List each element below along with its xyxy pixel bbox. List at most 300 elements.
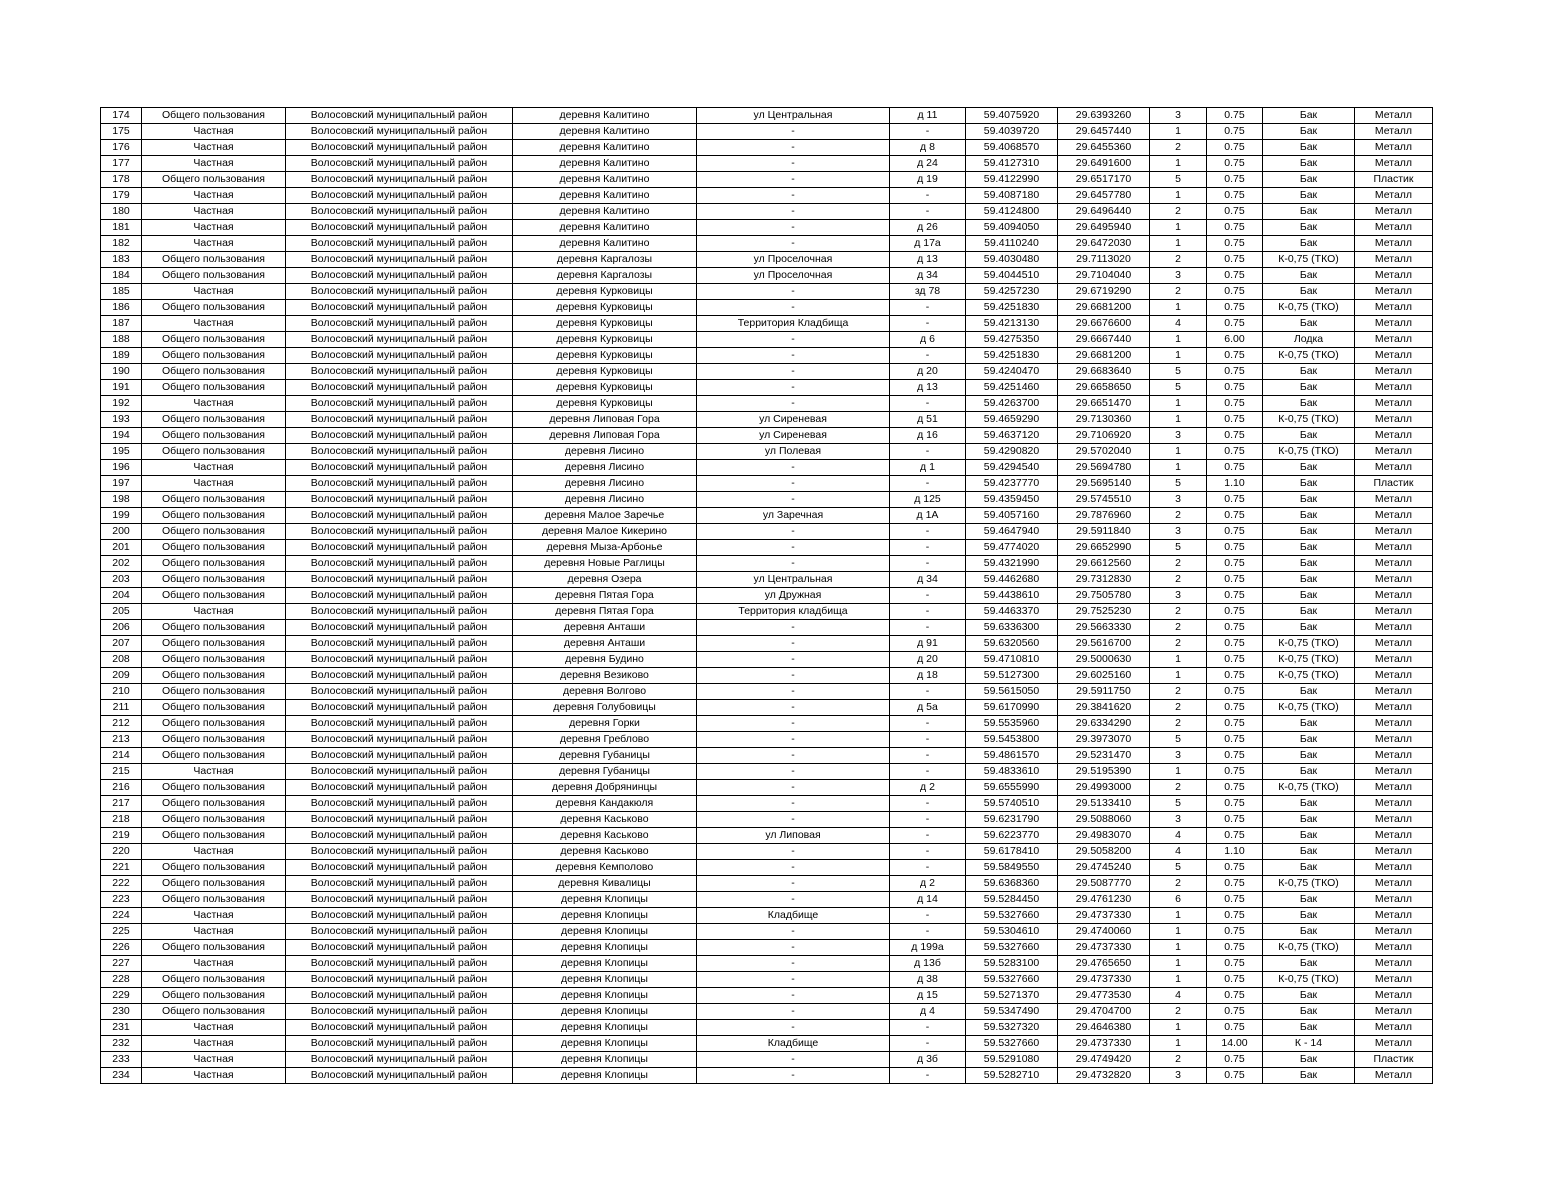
container-type-cell: Бак <box>1263 812 1355 828</box>
longitude-cell: 29.6334290 <box>1058 716 1150 732</box>
longitude-cell: 29.6491600 <box>1058 156 1150 172</box>
material-cell: Металл <box>1355 108 1433 124</box>
ownership-cell: Частная <box>142 956 286 972</box>
volume-cell: 0.75 <box>1207 620 1263 636</box>
house-cell: д 13б <box>890 956 966 972</box>
longitude-cell: 29.4761230 <box>1058 892 1150 908</box>
street-cell: - <box>697 796 890 812</box>
district-cell: Волосовский муниципальный район <box>286 540 513 556</box>
row-number-cell: 190 <box>101 364 142 380</box>
longitude-cell: 29.6681200 <box>1058 300 1150 316</box>
ownership-cell: Общего пользования <box>142 828 286 844</box>
settlement-cell: деревня Клопицы <box>513 1036 697 1052</box>
count-cell: 5 <box>1150 540 1207 556</box>
container-type-cell: Бак <box>1263 572 1355 588</box>
container-type-cell: К-0,75 (ТКО) <box>1263 300 1355 316</box>
table-row <box>101 556 1433 572</box>
latitude-cell: 59.4110240 <box>966 236 1058 252</box>
district-cell: Волосовский муниципальный район <box>286 700 513 716</box>
longitude-cell: 29.5911840 <box>1058 524 1150 540</box>
settlement-cell: деревня Новые Раглицы <box>513 556 697 572</box>
table-row <box>101 908 1433 924</box>
table-row <box>101 1004 1433 1020</box>
longitude-cell: 29.6612560 <box>1058 556 1150 572</box>
district-cell: Волосовский муниципальный район <box>286 908 513 924</box>
street-cell: - <box>697 620 890 636</box>
volume-cell: 0.75 <box>1207 156 1263 172</box>
table-row <box>101 956 1433 972</box>
latitude-cell: 59.4124800 <box>966 204 1058 220</box>
ownership-cell: Общего пользования <box>142 652 286 668</box>
street-cell: - <box>697 1020 890 1036</box>
latitude-cell: 59.4294540 <box>966 460 1058 476</box>
material-cell: Металл <box>1355 524 1433 540</box>
material-cell: Металл <box>1355 316 1433 332</box>
table-row <box>101 300 1433 316</box>
table-row <box>101 572 1433 588</box>
settlement-cell: деревня Калитино <box>513 204 697 220</box>
latitude-cell: 59.5615050 <box>966 684 1058 700</box>
count-cell: 2 <box>1150 204 1207 220</box>
container-type-cell: Бак <box>1263 172 1355 188</box>
settlement-cell: деревня Везиково <box>513 668 697 684</box>
count-cell: 1 <box>1150 412 1207 428</box>
row-number-cell: 186 <box>101 300 142 316</box>
table-row <box>101 1052 1433 1068</box>
row-number-cell: 231 <box>101 1020 142 1036</box>
container-type-cell: Бак <box>1263 476 1355 492</box>
container-type-cell: К-0,75 (ТКО) <box>1263 940 1355 956</box>
house-cell: - <box>890 860 966 876</box>
longitude-cell: 29.5133410 <box>1058 796 1150 812</box>
container-type-cell: Бак <box>1263 620 1355 636</box>
container-type-cell: Бак <box>1263 556 1355 572</box>
row-number-cell: 185 <box>101 284 142 300</box>
latitude-cell: 59.5291080 <box>966 1052 1058 1068</box>
volume-cell: 0.75 <box>1207 428 1263 444</box>
table-row <box>101 1020 1433 1036</box>
street-cell: - <box>697 188 890 204</box>
latitude-cell: 59.5453800 <box>966 732 1058 748</box>
count-cell: 4 <box>1150 828 1207 844</box>
container-type-cell: Бак <box>1263 892 1355 908</box>
latitude-cell: 59.6178410 <box>966 844 1058 860</box>
count-cell: 2 <box>1150 508 1207 524</box>
house-cell: - <box>890 828 966 844</box>
table-row <box>101 396 1433 412</box>
house-cell: д 5а <box>890 700 966 716</box>
row-number-cell: 203 <box>101 572 142 588</box>
row-number-cell: 193 <box>101 412 142 428</box>
house-cell: зд 78 <box>890 284 966 300</box>
ownership-cell: Общего пользования <box>142 428 286 444</box>
volume-cell: 0.75 <box>1207 588 1263 604</box>
volume-cell: 0.75 <box>1207 524 1263 540</box>
settlement-cell: деревня Липовая Гора <box>513 428 697 444</box>
longitude-cell: 29.6496440 <box>1058 204 1150 220</box>
latitude-cell: 59.4263700 <box>966 396 1058 412</box>
container-type-cell: Бак <box>1263 156 1355 172</box>
ownership-cell: Общего пользования <box>142 524 286 540</box>
longitude-cell: 29.6025160 <box>1058 668 1150 684</box>
material-cell: Металл <box>1355 892 1433 908</box>
latitude-cell: 59.5304610 <box>966 924 1058 940</box>
row-number-cell: 199 <box>101 508 142 524</box>
volume-cell: 0.75 <box>1207 636 1263 652</box>
latitude-cell: 59.5849550 <box>966 860 1058 876</box>
settlement-cell: деревня Каргалозы <box>513 268 697 284</box>
district-cell: Волосовский муниципальный район <box>286 1036 513 1052</box>
house-cell: д 15 <box>890 988 966 1004</box>
ownership-cell: Общего пользования <box>142 268 286 284</box>
house-cell: - <box>890 188 966 204</box>
latitude-cell: 59.4275350 <box>966 332 1058 348</box>
table-row <box>101 236 1433 252</box>
volume-cell: 0.75 <box>1207 572 1263 588</box>
container-type-cell: К-0,75 (ТКО) <box>1263 780 1355 796</box>
ownership-cell: Частная <box>142 236 286 252</box>
settlement-cell: деревня Курковицы <box>513 396 697 412</box>
street-cell: - <box>697 844 890 860</box>
house-cell: - <box>890 764 966 780</box>
row-number-cell: 198 <box>101 492 142 508</box>
settlement-cell: деревня Малое Заречье <box>513 508 697 524</box>
house-cell: д 199а <box>890 940 966 956</box>
volume-cell: 0.75 <box>1207 236 1263 252</box>
container-type-cell: Бак <box>1263 188 1355 204</box>
settlement-cell: деревня Клопицы <box>513 940 697 956</box>
house-cell: - <box>890 604 966 620</box>
district-cell: Волосовский муниципальный район <box>286 492 513 508</box>
volume-cell: 0.75 <box>1207 876 1263 892</box>
row-number-cell: 233 <box>101 1052 142 1068</box>
volume-cell: 0.75 <box>1207 364 1263 380</box>
longitude-cell: 29.4749420 <box>1058 1052 1150 1068</box>
volume-cell: 0.75 <box>1207 972 1263 988</box>
row-number-cell: 212 <box>101 716 142 732</box>
house-cell: д 24 <box>890 156 966 172</box>
count-cell: 1 <box>1150 444 1207 460</box>
street-cell: - <box>697 940 890 956</box>
street-cell: ул Дружная <box>697 588 890 604</box>
district-cell: Волосовский муниципальный район <box>286 604 513 620</box>
longitude-cell: 29.6667440 <box>1058 332 1150 348</box>
district-cell: Волосовский муниципальный район <box>286 524 513 540</box>
volume-cell: 0.75 <box>1207 860 1263 876</box>
settlement-cell: деревня Озера <box>513 572 697 588</box>
ownership-cell: Общего пользования <box>142 1004 286 1020</box>
district-cell: Волосовский муниципальный район <box>286 348 513 364</box>
settlement-cell: деревня Липовая Гора <box>513 412 697 428</box>
count-cell: 1 <box>1150 924 1207 940</box>
ownership-cell: Общего пользования <box>142 172 286 188</box>
settlement-cell: деревня Калитино <box>513 188 697 204</box>
count-cell: 3 <box>1150 812 1207 828</box>
table-row <box>101 1036 1433 1052</box>
table-row <box>101 140 1433 156</box>
ownership-cell: Частная <box>142 1036 286 1052</box>
volume-cell: 0.75 <box>1207 748 1263 764</box>
longitude-cell: 29.6495940 <box>1058 220 1150 236</box>
house-cell: - <box>890 124 966 140</box>
table-row <box>101 172 1433 188</box>
row-number-cell: 184 <box>101 268 142 284</box>
house-cell: д 1 <box>890 460 966 476</box>
ownership-cell: Частная <box>142 204 286 220</box>
container-type-cell: Бак <box>1263 764 1355 780</box>
district-cell: Волосовский муниципальный район <box>286 956 513 972</box>
container-type-cell: Бак <box>1263 716 1355 732</box>
district-cell: Волосовский муниципальный район <box>286 1068 513 1084</box>
material-cell: Металл <box>1355 380 1433 396</box>
count-cell: 4 <box>1150 316 1207 332</box>
row-number-cell: 175 <box>101 124 142 140</box>
longitude-cell: 29.5088060 <box>1058 812 1150 828</box>
settlement-cell: деревня Пятая Гора <box>513 604 697 620</box>
house-cell: д 16 <box>890 428 966 444</box>
street-cell: - <box>697 780 890 796</box>
district-cell: Волосовский муниципальный район <box>286 844 513 860</box>
volume-cell: 1.10 <box>1207 844 1263 860</box>
district-cell: Волосовский муниципальный район <box>286 668 513 684</box>
table-row <box>101 844 1433 860</box>
longitude-cell: 29.5663330 <box>1058 620 1150 636</box>
container-type-cell: Бак <box>1263 124 1355 140</box>
row-number-cell: 189 <box>101 348 142 364</box>
district-cell: Волосовский муниципальный район <box>286 652 513 668</box>
settlement-cell: деревня Калитино <box>513 140 697 156</box>
street-cell: - <box>697 476 890 492</box>
longitude-cell: 29.5911750 <box>1058 684 1150 700</box>
row-number-cell: 188 <box>101 332 142 348</box>
row-number-cell: 178 <box>101 172 142 188</box>
street-cell: - <box>697 140 890 156</box>
material-cell: Металл <box>1355 652 1433 668</box>
street-cell: - <box>697 220 890 236</box>
street-cell: - <box>697 236 890 252</box>
container-type-cell: Бак <box>1263 268 1355 284</box>
ownership-cell: Частная <box>142 924 286 940</box>
ownership-cell: Частная <box>142 140 286 156</box>
material-cell: Металл <box>1355 908 1433 924</box>
volume-cell: 14.00 <box>1207 1036 1263 1052</box>
latitude-cell: 59.4257230 <box>966 284 1058 300</box>
settlement-cell: деревня Каргалозы <box>513 252 697 268</box>
container-type-cell: К-0,75 (ТКО) <box>1263 652 1355 668</box>
container-type-cell: Бак <box>1263 428 1355 444</box>
container-type-cell: Бак <box>1263 604 1355 620</box>
volume-cell: 0.75 <box>1207 924 1263 940</box>
settlement-cell: деревня Клопицы <box>513 908 697 924</box>
longitude-cell: 29.4737330 <box>1058 908 1150 924</box>
container-type-cell: Бак <box>1263 140 1355 156</box>
district-cell: Волосовский муниципальный район <box>286 476 513 492</box>
settlement-cell: деревня Волгово <box>513 684 697 700</box>
longitude-cell: 29.5000630 <box>1058 652 1150 668</box>
row-number-cell: 223 <box>101 892 142 908</box>
street-cell: ул Центральная <box>697 108 890 124</box>
street-cell: ул Липовая <box>697 828 890 844</box>
settlement-cell: деревня Каськово <box>513 812 697 828</box>
material-cell: Металл <box>1355 796 1433 812</box>
district-cell: Волосовский муниципальный район <box>286 860 513 876</box>
row-number-cell: 205 <box>101 604 142 620</box>
table-row <box>101 220 1433 236</box>
house-cell: - <box>890 316 966 332</box>
material-cell: Металл <box>1355 988 1433 1004</box>
container-type-cell: Бак <box>1263 364 1355 380</box>
latitude-cell: 59.4647940 <box>966 524 1058 540</box>
table-row <box>101 284 1433 300</box>
material-cell: Металл <box>1355 156 1433 172</box>
street-cell: - <box>697 156 890 172</box>
material-cell: Металл <box>1355 364 1433 380</box>
count-cell: 1 <box>1150 156 1207 172</box>
count-cell: 4 <box>1150 844 1207 860</box>
count-cell: 2 <box>1150 636 1207 652</box>
row-number-cell: 197 <box>101 476 142 492</box>
ownership-cell: Частная <box>142 476 286 492</box>
latitude-cell: 59.4659290 <box>966 412 1058 428</box>
count-cell: 3 <box>1150 268 1207 284</box>
volume-cell: 0.75 <box>1207 300 1263 316</box>
row-number-cell: 209 <box>101 668 142 684</box>
district-cell: Волосовский муниципальный район <box>286 300 513 316</box>
row-number-cell: 215 <box>101 764 142 780</box>
row-number-cell: 202 <box>101 556 142 572</box>
count-cell: 5 <box>1150 172 1207 188</box>
latitude-cell: 59.4094050 <box>966 220 1058 236</box>
container-type-cell: К-0,75 (ТКО) <box>1263 668 1355 684</box>
container-type-cell: К-0,75 (ТКО) <box>1263 700 1355 716</box>
house-cell: д 26 <box>890 220 966 236</box>
ownership-cell: Частная <box>142 188 286 204</box>
count-cell: 1 <box>1150 396 1207 412</box>
row-number-cell: 183 <box>101 252 142 268</box>
material-cell: Металл <box>1355 1004 1433 1020</box>
latitude-cell: 59.4057160 <box>966 508 1058 524</box>
house-cell: д 20 <box>890 652 966 668</box>
street-cell: - <box>697 124 890 140</box>
table-row <box>101 748 1433 764</box>
latitude-cell: 59.5347490 <box>966 1004 1058 1020</box>
container-type-cell: Бак <box>1263 316 1355 332</box>
container-type-cell: К-0,75 (ТКО) <box>1263 972 1355 988</box>
longitude-cell: 29.5745510 <box>1058 492 1150 508</box>
ownership-cell: Общего пользования <box>142 972 286 988</box>
container-type-cell: К-0,75 (ТКО) <box>1263 636 1355 652</box>
street-cell: - <box>697 364 890 380</box>
count-cell: 3 <box>1150 108 1207 124</box>
district-cell: Волосовский муниципальный район <box>286 796 513 812</box>
longitude-cell: 29.4732820 <box>1058 1068 1150 1084</box>
row-number-cell: 222 <box>101 876 142 892</box>
longitude-cell: 29.7312830 <box>1058 572 1150 588</box>
settlement-cell: деревня Малое Кикерино <box>513 524 697 540</box>
street-cell: - <box>697 1068 890 1084</box>
container-type-cell: Бак <box>1263 924 1355 940</box>
latitude-cell: 59.4039720 <box>966 124 1058 140</box>
house-cell: д 4 <box>890 1004 966 1020</box>
ownership-cell: Общего пользования <box>142 780 286 796</box>
table-row <box>101 732 1433 748</box>
count-cell: 2 <box>1150 700 1207 716</box>
settlement-cell: деревня Кивалицы <box>513 876 697 892</box>
row-number-cell: 200 <box>101 524 142 540</box>
ownership-cell: Частная <box>142 844 286 860</box>
volume-cell: 0.75 <box>1207 540 1263 556</box>
ownership-cell: Общего пользования <box>142 700 286 716</box>
house-cell: - <box>890 748 966 764</box>
district-cell: Волосовский муниципальный район <box>286 1004 513 1020</box>
latitude-cell: 59.4462680 <box>966 572 1058 588</box>
volume-cell: 0.75 <box>1207 1052 1263 1068</box>
house-cell: д 14 <box>890 892 966 908</box>
latitude-cell: 59.4030480 <box>966 252 1058 268</box>
container-type-cell: Бак <box>1263 108 1355 124</box>
volume-cell: 0.75 <box>1207 988 1263 1004</box>
house-cell: - <box>890 300 966 316</box>
material-cell: Металл <box>1355 860 1433 876</box>
material-cell: Металл <box>1355 348 1433 364</box>
row-number-cell: 213 <box>101 732 142 748</box>
volume-cell: 0.75 <box>1207 892 1263 908</box>
settlement-cell: деревня Калитино <box>513 172 697 188</box>
table-row <box>101 764 1433 780</box>
volume-cell: 0.75 <box>1207 380 1263 396</box>
longitude-cell: 29.7525230 <box>1058 604 1150 620</box>
count-cell: 4 <box>1150 988 1207 1004</box>
district-cell: Волосовский муниципальный район <box>286 1052 513 1068</box>
street-cell: - <box>697 540 890 556</box>
district-cell: Волосовский муниципальный район <box>286 572 513 588</box>
material-cell: Пластик <box>1355 1052 1433 1068</box>
house-cell: - <box>890 844 966 860</box>
table-row <box>101 188 1433 204</box>
house-cell: д 34 <box>890 268 966 284</box>
latitude-cell: 59.4359450 <box>966 492 1058 508</box>
count-cell: 1 <box>1150 236 1207 252</box>
count-cell: 2 <box>1150 252 1207 268</box>
volume-cell: 0.75 <box>1207 956 1263 972</box>
volume-cell: 0.75 <box>1207 780 1263 796</box>
ownership-cell: Частная <box>142 764 286 780</box>
longitude-cell: 29.4993000 <box>1058 780 1150 796</box>
district-cell: Волосовский муниципальный район <box>286 140 513 156</box>
house-cell: - <box>890 588 966 604</box>
volume-cell: 0.75 <box>1207 796 1263 812</box>
district-cell: Волосовский муниципальный район <box>286 396 513 412</box>
count-cell: 1 <box>1150 188 1207 204</box>
row-number-cell: 174 <box>101 108 142 124</box>
settlement-cell: деревня Клопицы <box>513 972 697 988</box>
table-row <box>101 652 1433 668</box>
count-cell: 5 <box>1150 380 1207 396</box>
material-cell: Металл <box>1355 876 1433 892</box>
container-type-cell: Бак <box>1263 908 1355 924</box>
volume-cell: 0.75 <box>1207 348 1263 364</box>
ownership-cell: Общего пользования <box>142 572 286 588</box>
ownership-cell: Частная <box>142 396 286 412</box>
container-type-cell: Бак <box>1263 380 1355 396</box>
house-cell: д 11 <box>890 108 966 124</box>
material-cell: Металл <box>1355 572 1433 588</box>
material-cell: Металл <box>1355 140 1433 156</box>
district-cell: Волосовский муниципальный район <box>286 204 513 220</box>
count-cell: 5 <box>1150 796 1207 812</box>
ownership-cell: Общего пользования <box>142 412 286 428</box>
ownership-cell: Общего пользования <box>142 380 286 396</box>
